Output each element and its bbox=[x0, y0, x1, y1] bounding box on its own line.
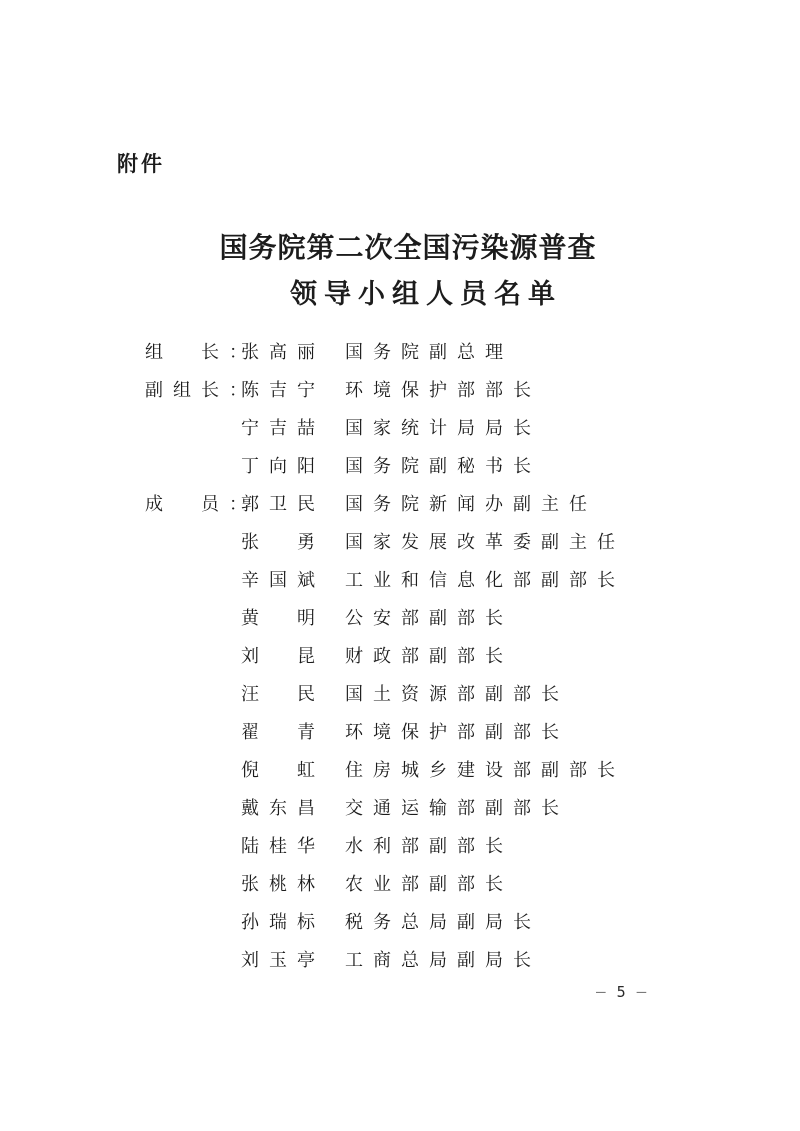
member-name: 翟 青 bbox=[241, 722, 325, 742]
member-name: 刘 昆 bbox=[241, 646, 325, 666]
member-position: 国务院新闻办副主任 bbox=[345, 494, 597, 514]
roster-row bbox=[0, 599, 800, 637]
member-name: 宁吉喆 bbox=[241, 418, 325, 438]
member-position: 国家发展改革委副主任 bbox=[345, 532, 625, 552]
role-label: 副组长： bbox=[145, 380, 257, 400]
member-position: 国土资源部副部长 bbox=[345, 684, 569, 704]
member-name: 倪 虹 bbox=[241, 760, 325, 780]
member-name: 张高丽 bbox=[241, 342, 325, 362]
member-position: 交通运输部副部长 bbox=[345, 798, 569, 818]
member-name: 孙瑞标 bbox=[241, 912, 325, 932]
roster-row bbox=[0, 675, 800, 713]
roster-row bbox=[0, 713, 800, 751]
roster-row bbox=[0, 561, 800, 599]
page-footer bbox=[596, 982, 646, 1001]
roster-row bbox=[0, 637, 800, 675]
roster-list bbox=[0, 333, 800, 979]
member-position: 国务院副秘书长 bbox=[345, 456, 541, 476]
roster-row bbox=[0, 333, 800, 371]
member-position: 住房城乡建设部副部长 bbox=[345, 760, 625, 780]
footer-right-dash: — bbox=[636, 982, 647, 1001]
member-position: 公安部副部长 bbox=[345, 608, 513, 628]
roster-row bbox=[0, 409, 800, 447]
member-name: 陆桂华 bbox=[241, 836, 325, 856]
roster-row bbox=[0, 447, 800, 485]
member-name: 汪 民 bbox=[241, 684, 325, 704]
roster-row bbox=[0, 789, 800, 827]
member-position: 国家统计局局长 bbox=[345, 418, 541, 438]
member-position: 税务总局副局长 bbox=[345, 912, 541, 932]
member-name: 刘玉亭 bbox=[241, 950, 325, 970]
member-name: 张 勇 bbox=[241, 532, 325, 552]
member-name: 陈吉宁 bbox=[241, 380, 325, 400]
page-number: 5 bbox=[616, 982, 626, 1001]
member-position: 工商总局副局长 bbox=[345, 950, 541, 970]
roster-row bbox=[0, 865, 800, 903]
footer-left-dash: — bbox=[596, 982, 606, 1001]
roster-row bbox=[0, 827, 800, 865]
member-position: 财政部副部长 bbox=[345, 646, 513, 666]
roster-row bbox=[0, 941, 800, 979]
member-name: 郭卫民 bbox=[241, 494, 325, 514]
role-label: 成 员： bbox=[145, 494, 257, 514]
member-position: 工业和信息化部副部长 bbox=[345, 570, 625, 590]
member-position: 环境保护部部长 bbox=[345, 380, 541, 400]
member-position: 农业部副部长 bbox=[345, 874, 513, 894]
member-name: 戴东昌 bbox=[241, 798, 325, 818]
member-name: 黄 明 bbox=[241, 608, 325, 628]
roster-row bbox=[0, 371, 800, 409]
roster-row bbox=[0, 751, 800, 789]
member-name: 辛国斌 bbox=[241, 570, 325, 590]
role-label: 组 长： bbox=[145, 342, 257, 362]
attachment-label: 附件 bbox=[117, 153, 165, 176]
document-title-line1: 国务院第二次全国污染源普查 bbox=[219, 233, 597, 264]
roster-row bbox=[0, 485, 800, 523]
member-position: 国务院副总理 bbox=[345, 342, 513, 362]
member-position: 水利部副部长 bbox=[345, 836, 513, 856]
member-name: 丁向阳 bbox=[241, 456, 325, 476]
member-name: 张桃林 bbox=[241, 874, 325, 894]
document-title-line2: 领导小组人员名单 bbox=[290, 279, 562, 309]
roster-row bbox=[0, 523, 800, 561]
roster-row bbox=[0, 903, 800, 941]
member-position: 环境保护部副部长 bbox=[345, 722, 569, 742]
